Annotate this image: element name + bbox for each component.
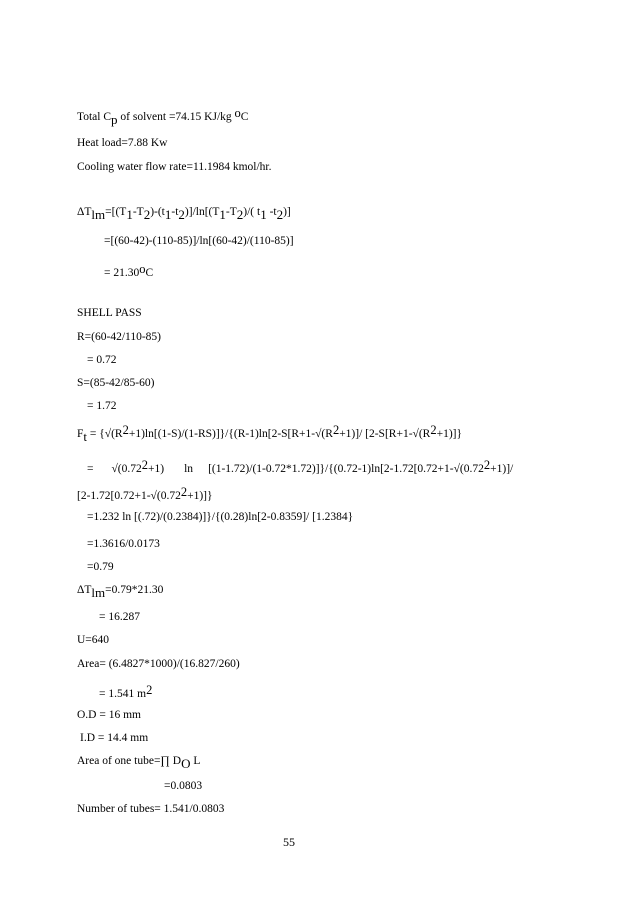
lmtd-formula-line [77, 205, 291, 222]
heat-load-line: Heat load=7.88 Kw [77, 137, 168, 149]
superscript: 2 [483, 458, 491, 472]
subscript: 2 [178, 207, 185, 222]
cooling-water-line: Cooling water flow rate=11.1984 kmol/hr. [77, 161, 272, 173]
subscript: 1 [260, 207, 267, 222]
subscript: lm [91, 585, 106, 600]
superscript: 2 [141, 458, 149, 472]
text: of solvent =74.15 KJ/kg [117, 111, 235, 123]
shell-pass-heading: SHELL PASS [77, 307, 142, 319]
ft-formula-line [77, 423, 462, 444]
delta-symbol: ΔT [77, 206, 92, 218]
subscript: 1 [164, 207, 172, 222]
od-line: O.D = 16 mm [77, 709, 141, 721]
text: F [77, 428, 84, 440]
subscript: 1 [126, 207, 133, 222]
text: = {√(R [87, 428, 123, 440]
superscript: 2 [122, 423, 129, 437]
subscript: 1 [219, 207, 226, 222]
text: =0.79*21.30 [105, 584, 164, 596]
subscript: t [83, 429, 88, 444]
text: [2-1.72[0.72+1-√(0.72 [77, 490, 181, 502]
text: )]/ln[(T [184, 206, 220, 218]
delta-symbol: ΔT [77, 584, 92, 596]
superscript: 2 [332, 423, 340, 437]
r-value-line: = 0.72 [87, 354, 117, 366]
text: +1)ln[(1-S)/(1-RS)]}/{(R-1)ln[2-S[R+1-√(R [128, 428, 333, 440]
text: +1)]/ [490, 463, 514, 475]
page-number: 55 [283, 835, 295, 849]
text: -T [225, 206, 237, 218]
tube-area-value: =0.0803 [164, 780, 203, 792]
num-tubes-line: Number of tubes= 1.541/0.0803 [77, 803, 225, 815]
u-value-line: U=640 [77, 634, 110, 646]
superscript: 2 [146, 683, 153, 697]
text: -t [266, 206, 277, 218]
subscript: 2 [236, 207, 244, 222]
ft-substituted-line [87, 458, 513, 476]
ft-step-line: =1.232 ln [(.72)/(0.2384)]}/{(0.28)ln[2-0.8359]/ [1.2384} [87, 511, 354, 523]
text: = 21.30 [104, 267, 140, 279]
area-formula-line: Area= (6.4827*1000)/(16.827/260) [77, 658, 240, 670]
subscript: O [181, 756, 191, 771]
s-formula-line: S=(85-42/85-60) [77, 377, 155, 389]
degree-symbol: o [139, 262, 146, 276]
text: -t [171, 206, 179, 218]
id-line: I.D = 14.4 mm [80, 732, 149, 744]
corrected-lmtd-value: = 16.287 [99, 611, 140, 623]
ft-result-line: =0.79 [87, 561, 114, 573]
text: [(1-1.72)/(1-0.72*1.72)]}/{(0.72-1)ln[2-1.72[0.72+1-√(0.72 [208, 463, 484, 475]
text: =[(T [105, 206, 127, 218]
ft-step-line: =1.3616/0.0173 [87, 538, 160, 550]
ft-continued-line [77, 485, 213, 503]
superscript: 2 [180, 485, 188, 499]
text: )-(t [150, 206, 165, 218]
subscript: p [111, 112, 118, 127]
text: = 1.541 m [99, 688, 147, 700]
cp-line [77, 106, 248, 127]
subscript: 2 [276, 207, 284, 222]
s-value-line: = 1.72 [87, 400, 117, 412]
text: √(0.72 [111, 463, 142, 475]
subscript: 2 [143, 207, 151, 222]
area-value-line [99, 683, 152, 701]
text: +1)]/ [2-S[R+1-√(R [339, 428, 431, 440]
text: )/( t [243, 206, 261, 218]
text: +1) [148, 463, 165, 475]
r-formula-line: R=(60-42/110-85) [77, 331, 161, 343]
subscript: lm [91, 207, 106, 222]
text: +1)]} [187, 490, 213, 502]
text: C [240, 111, 249, 123]
text: C [145, 267, 154, 279]
text: = [87, 463, 94, 475]
text: )] [283, 206, 291, 218]
lmtd-result-line [104, 262, 153, 280]
text: Total C [77, 111, 112, 123]
text: Area of one tube=∏ D [77, 755, 182, 767]
superscript: 2 [430, 423, 437, 437]
tube-area-line [77, 754, 200, 771]
lmtd-numeric-line: =[(60-42)-(110-85)]/ln[(60-42)/(110-85)] [104, 235, 294, 247]
corrected-lmtd-line [77, 583, 163, 600]
text: -T [132, 206, 144, 218]
text: L [190, 755, 201, 767]
degree-symbol: o [234, 106, 241, 120]
text: ln [184, 463, 194, 475]
text: +1)]} [436, 428, 463, 440]
